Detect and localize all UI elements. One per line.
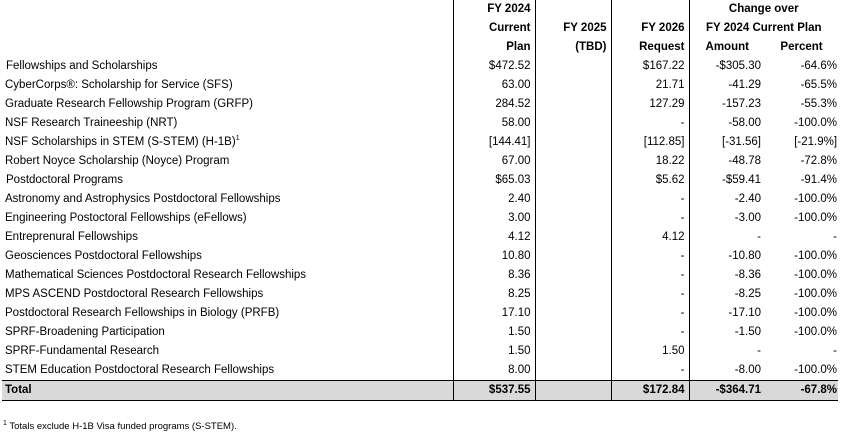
row-label-cell xyxy=(2,114,453,133)
fy2026-value: - xyxy=(611,209,689,228)
change-percent: -55.3% xyxy=(800,98,838,110)
row-label-cell xyxy=(2,152,453,171)
change-amount: -17.10 xyxy=(728,307,761,319)
row-label: SPRF-Fundamental Research xyxy=(5,345,160,357)
row-label-cell xyxy=(2,228,453,247)
fy2024-value: 4.12 xyxy=(453,228,535,247)
change-percent: -100.0% xyxy=(794,117,838,129)
fy2025-value xyxy=(535,323,611,342)
row-label-cell xyxy=(2,76,453,95)
fy2026-value: $5.62 xyxy=(611,171,689,190)
fy2025-value xyxy=(535,247,611,266)
change-amount: -8.00 xyxy=(734,364,761,376)
change-amount: -10.80 xyxy=(728,250,761,262)
row-label: Postdoctoral Programs xyxy=(6,174,123,186)
table-row xyxy=(2,266,838,285)
row-label: MPS ASCEND Postdoctoral Research Fellowships xyxy=(5,288,264,300)
fy2026-value: - xyxy=(611,304,689,323)
change-amount: - xyxy=(757,345,761,357)
fy2026-value: - xyxy=(611,323,689,342)
change-percent: -100.0% xyxy=(794,193,838,205)
change-percent: -100.0% xyxy=(794,326,838,338)
change-amount: -41.29 xyxy=(728,79,761,91)
table-row xyxy=(2,342,838,361)
fy2024-value: 3.00 xyxy=(453,209,535,228)
header-fy2026-line2: Request xyxy=(611,38,689,57)
fy2025-value xyxy=(535,76,611,95)
row-label-cell xyxy=(2,361,453,381)
row-label-cell xyxy=(2,133,453,152)
fy2026-value: $167.22 xyxy=(611,57,689,76)
change-percent: [-21.9%] xyxy=(794,136,838,148)
row-label-cell xyxy=(2,266,453,285)
table-row xyxy=(2,228,838,247)
change-amount: -3.00 xyxy=(734,212,761,224)
fy2024-value: 58.00 xyxy=(453,114,535,133)
header-blank xyxy=(2,0,453,19)
table-row xyxy=(2,76,838,95)
fy2026-value: 18.22 xyxy=(611,152,689,171)
change-amount: -$59.41 xyxy=(721,174,761,186)
header-blank-2 xyxy=(2,19,453,38)
change-amount: [-31.56] xyxy=(722,136,761,148)
fy2026-value: - xyxy=(611,266,689,285)
change-amount: - xyxy=(757,231,761,243)
section-row xyxy=(2,171,838,190)
fy2024-value: 2.40 xyxy=(453,190,535,209)
row-label-cell xyxy=(2,304,453,323)
row-label: NSF Scholarships in STEM (S-STEM) (H-1B) xyxy=(5,136,236,148)
change-amount: -58.00 xyxy=(728,117,761,129)
change-percent: -67.8% xyxy=(765,381,838,401)
change-amount: -2.40 xyxy=(734,193,761,205)
change-percent: -100.0% xyxy=(794,269,838,281)
fy2026-value: - xyxy=(611,361,689,381)
header-fy2025-line2: (TBD) xyxy=(535,38,611,57)
header-fy2024-line1: FY 2024 xyxy=(453,0,535,19)
change-amount: -$305.30 xyxy=(715,60,761,72)
row-label: Robert Noyce Scholarship (Noyce) Program xyxy=(5,155,230,167)
fy2025-value xyxy=(535,266,611,285)
change-amount: -$364.71 xyxy=(689,381,765,401)
change-percent: -100.0% xyxy=(794,288,838,300)
row-label: NSF Research Traineeship (NRT) xyxy=(5,117,178,129)
row-label-cell xyxy=(2,381,453,401)
header-fy2025-line1: FY 2025 xyxy=(535,19,611,38)
row-label: SPRF-Broadening Participation xyxy=(5,326,165,338)
fy2025-value xyxy=(535,95,611,114)
fy2025-value xyxy=(535,381,611,401)
change-amount: -157.23 xyxy=(721,98,761,110)
row-label: Graduate Research Fellowship Program (GRFP) xyxy=(5,98,253,110)
row-label-cell xyxy=(2,95,453,114)
fy2026-value: [112.85] xyxy=(611,133,689,152)
footnote xyxy=(3,420,237,434)
header-fy2025-spacer xyxy=(535,0,611,19)
header-change-line2: FY 2024 Current Plan xyxy=(706,22,822,34)
row-label: Engineering Postoctoral Fellowships (eFellows) xyxy=(5,212,247,224)
row-label: Astronomy and Astrophysics Postdoctoral Fellowships xyxy=(5,193,281,205)
row-label: Total xyxy=(5,384,32,396)
section-row xyxy=(2,57,838,76)
row-label: STEM Education Postdoctoral Research Fellowships xyxy=(5,364,275,376)
fy2024-value: 8.25 xyxy=(453,285,535,304)
table-row xyxy=(2,304,838,323)
fy2025-value xyxy=(535,171,611,190)
row-label-cell xyxy=(2,285,453,304)
row-label-cell xyxy=(2,209,453,228)
change-percent: -65.5% xyxy=(800,79,838,91)
fy2024-value: 8.00 xyxy=(453,361,535,381)
fy2026-value: - xyxy=(611,190,689,209)
change-amount: -48.78 xyxy=(728,155,761,167)
table-row xyxy=(2,133,838,152)
fy2026-value: 127.29 xyxy=(611,95,689,114)
change-percent: -64.6% xyxy=(800,60,838,72)
row-label-cell xyxy=(2,190,453,209)
row-label-cell xyxy=(2,247,453,266)
row-label-cell xyxy=(2,171,453,190)
change-amount: -8.36 xyxy=(734,269,761,281)
row-label: Entreprenural Fellowships xyxy=(5,231,138,243)
fy2024-value: 1.50 xyxy=(453,342,535,361)
fy2025-value xyxy=(535,152,611,171)
table-row xyxy=(2,247,838,266)
fy2024-value: $472.52 xyxy=(453,57,535,76)
total-row xyxy=(2,381,838,401)
fy2025-value xyxy=(535,361,611,381)
footnote-mark: 1 xyxy=(3,419,7,427)
change-amount: -1.50 xyxy=(734,326,761,338)
change-percent: -100.0% xyxy=(794,250,838,262)
row-label: Postdoctoral Research Fellowships in Biology (PRFB) xyxy=(5,307,280,319)
change-percent: -100.0% xyxy=(794,364,838,376)
table-body xyxy=(2,57,838,401)
change-percent: -100.0% xyxy=(794,307,838,319)
table-row xyxy=(2,323,838,342)
fy2026-value: 21.71 xyxy=(611,76,689,95)
fy2024-value: 63.00 xyxy=(453,76,535,95)
fy2024-value: 67.00 xyxy=(453,152,535,171)
change-percent: -72.8% xyxy=(800,155,838,167)
fy2024-value: $65.03 xyxy=(453,171,535,190)
header-row-1 xyxy=(2,0,838,19)
change-amount: -8.25 xyxy=(734,288,761,300)
fy2026-value: 4.12 xyxy=(611,228,689,247)
fy2026-value: 1.50 xyxy=(611,342,689,361)
fy2025-value xyxy=(535,114,611,133)
row-label: Mathematical Sciences Postdoctoral Research Fellowships xyxy=(5,269,307,281)
fy2026-value: $172.84 xyxy=(611,381,689,401)
footnote-text: Totals exclude H-1B Visa funded programs (S-STEM). xyxy=(9,421,237,432)
fy2026-value: - xyxy=(611,114,689,133)
fy2024-value: 1.50 xyxy=(453,323,535,342)
fy2026-value: - xyxy=(611,285,689,304)
header-blank-3 xyxy=(2,38,453,57)
row-label-cell xyxy=(2,57,453,76)
row-label: Fellowships and Scholarships xyxy=(6,60,158,72)
fy2024-value: 17.10 xyxy=(453,304,535,323)
table-row xyxy=(2,285,838,304)
fy2025-value xyxy=(535,190,611,209)
row-label: CyberCorps®: Scholarship for Service (SFS) xyxy=(5,79,233,91)
fy2025-value xyxy=(535,133,611,152)
header-row-3 xyxy=(2,38,838,57)
fy2025-value xyxy=(535,342,611,361)
header-row-2 xyxy=(2,19,838,38)
fy2024-value: 284.52 xyxy=(453,95,535,114)
header-fy2026-line1: FY 2026 xyxy=(611,19,689,38)
fy2024-value: 8.36 xyxy=(453,266,535,285)
table-row xyxy=(2,95,838,114)
header-fy2026-spacer xyxy=(611,0,689,19)
fy2025-value xyxy=(535,285,611,304)
fy2025-value xyxy=(535,57,611,76)
table-row xyxy=(2,361,838,381)
table-row xyxy=(2,114,838,133)
fy2026-value: - xyxy=(611,247,689,266)
budget-table xyxy=(2,0,838,401)
table-row xyxy=(2,190,838,209)
change-percent: -91.4% xyxy=(800,174,838,186)
change-percent: -100.0% xyxy=(794,212,838,224)
fy2025-value xyxy=(535,209,611,228)
header-change-line1: Change over xyxy=(728,3,799,15)
row-label-cell xyxy=(2,342,453,361)
fy2024-value: $537.55 xyxy=(453,381,535,401)
fy2025-value xyxy=(535,304,611,323)
table-row xyxy=(2,152,838,171)
footnote-ref: 1 xyxy=(235,135,240,143)
fy2024-value: 10.80 xyxy=(453,247,535,266)
header-fy2024-line2: Current xyxy=(453,19,535,38)
table-row xyxy=(2,209,838,228)
change-percent: - xyxy=(833,231,838,243)
change-percent: - xyxy=(833,345,838,357)
row-label-cell xyxy=(2,323,453,342)
header-percent: Percent xyxy=(780,41,823,53)
header-amount: Amount xyxy=(705,41,749,53)
row-label: Geosciences Postdoctoral Fellowships xyxy=(5,250,202,262)
fy2025-value xyxy=(535,228,611,247)
fy2024-value: [144.41] xyxy=(453,133,535,152)
header-fy2024-line3: Plan xyxy=(453,38,535,57)
